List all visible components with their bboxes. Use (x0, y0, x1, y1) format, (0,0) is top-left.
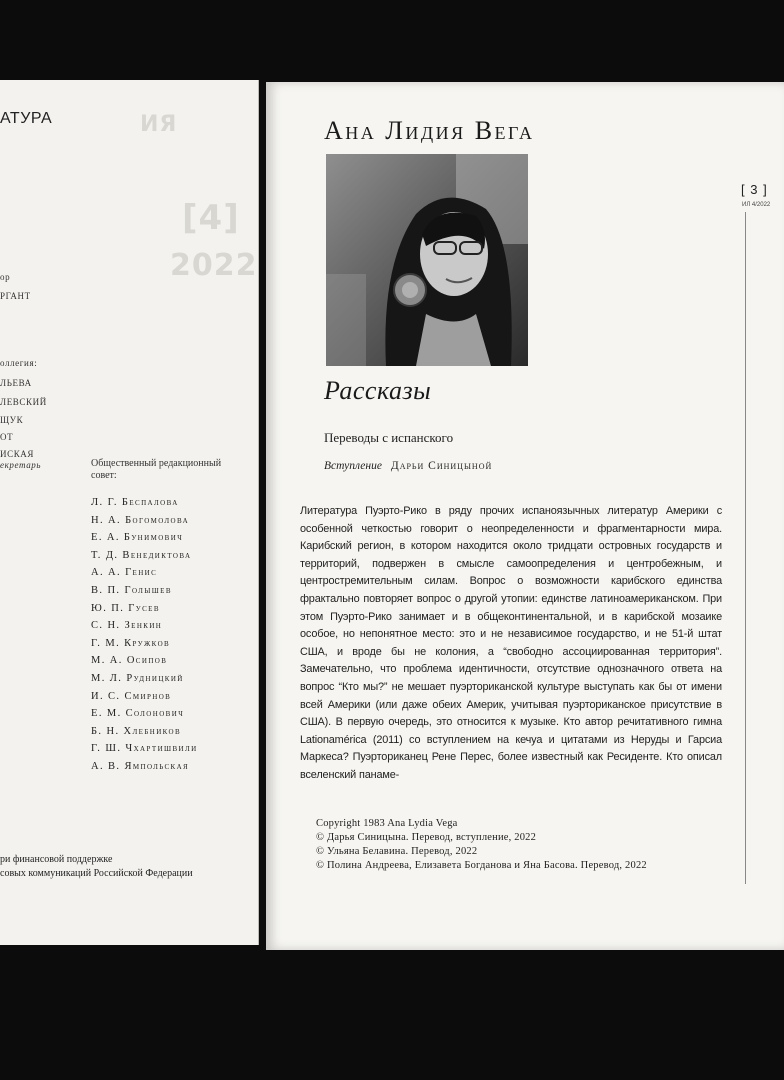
intro-credit (324, 460, 492, 472)
intro-label: Вступление (324, 460, 382, 472)
council-member: С. Н. Зенкин (91, 620, 163, 632)
council-member: А. В. Ямпольская (91, 760, 190, 772)
copyright-line: © Полина Андреева, Елизавета Богданова и Яна Басова. Перевод, 2022 (316, 860, 647, 871)
council-member: И. С. Смирнов (91, 690, 172, 702)
council-member: Т. Д. Венедиктова (91, 549, 192, 561)
intro-body (300, 503, 722, 785)
left-page (0, 80, 259, 945)
body-paragraph: Литература Пуэрто-Рико в ряду прочих испаноязычных литератур Америки с особенной четкостью говорит о неопределенности и фрагментарности мира. Карибский регион, в котором находится около тридцати островных государств и территорий, подвержен в смысле самоопределения и центробежным, и центростремительным силам. Вопрос о возможности карибского единства фрактально повторяет вопрос о другой утопии: единстве латиноамериканском. При этом Пуэрто-Рико занимает и в общеконтинентальной, и в карибской мозаике особое, но непонятное место: это и не независимое государство, и не 51-й штат США, и вроде бы не колония, а “свободно ассоциированная территория”. Замечательно, что проблема идентичности, отсутствие однозначного ответа на вопрос “Кто мы?” не мешает пуэрториканской культуре выступать как бы от имени всей Америки (или даже обеих Америк, учитывая пуэрториканское присутствие в США). В первую очередь, это относится к музыке. Кто автор речитативного гимна Lationamérica (2011) со вступлением на кечуа и цитатами из Неруды и Гарсиа Маркеса? Пуэрториканец Рене Перес, более известный как Ресиденте. Кто описал вселенский панаме- (300, 505, 722, 781)
council-member: М. Л. Рудницкий (91, 672, 184, 684)
side-label: ЛЬЕВА (0, 378, 32, 388)
issue-reference: ИЛ 4/2022 (742, 202, 771, 208)
council-member: Г. М. Кружков (91, 637, 171, 649)
side-label: ЩУК (0, 415, 24, 425)
intro-author: Дарьи Синицыной (390, 460, 493, 472)
council-member: Е. М. Солонович (91, 708, 185, 720)
side-label: оллегия: (0, 358, 38, 368)
funding-line: совых коммуникаций Российской Федерации (0, 868, 193, 879)
ghost-text: 2022 (170, 248, 258, 283)
council-member: В. П. Голышев (91, 584, 172, 596)
funding-note (0, 853, 193, 881)
council-member: Л. Г. Беспалова (91, 497, 179, 508)
side-label: РГАНТ (0, 291, 31, 301)
council-member: Н. А. Богомолова (91, 514, 190, 526)
funding-line: ри финансовой поддержке (0, 854, 113, 865)
margin-rule (745, 212, 746, 884)
author-name: Ана Лидия Вега (324, 116, 535, 145)
council-member: Ю. П. Гусев (91, 602, 160, 614)
ghost-text: ИЯ (140, 112, 178, 137)
ghost-text: [4] (182, 198, 240, 238)
council-list (91, 494, 198, 776)
story-title: Рассказы (324, 376, 432, 405)
page-number: [ 3 ] (741, 182, 768, 197)
side-label: ор (0, 272, 11, 282)
council-member: А. А. Генис (91, 567, 158, 579)
council-member: Б. Н. Хлебников (91, 725, 182, 737)
right-page (266, 82, 784, 950)
side-label: ИСКАЯ (0, 449, 35, 459)
side-label: екретарь (0, 460, 42, 470)
author-portrait (326, 154, 528, 366)
journal-header: АТУРА (0, 110, 53, 127)
side-label: ЛЕВСКИЙ (0, 397, 47, 407)
council-member: М. А. Осипов (91, 655, 168, 667)
copyright-line: © Ульяна Белавина. Перевод, 2022 (316, 846, 478, 857)
council-member: Г. Ш. Чхартишвили (91, 743, 198, 755)
copyright-line: Copyright 1983 Ana Lydia Vega (316, 818, 458, 829)
side-label: ОТ (0, 432, 14, 442)
subtitle: Переводы с испанского (324, 430, 454, 445)
council-title: Общественный редакционный совет: (91, 458, 222, 481)
council-member: Е. А. Бунимович (91, 532, 184, 544)
copyright-block (316, 817, 721, 873)
copyright-line: © Дарья Синицына. Перевод, вступление, 2022 (316, 832, 537, 843)
